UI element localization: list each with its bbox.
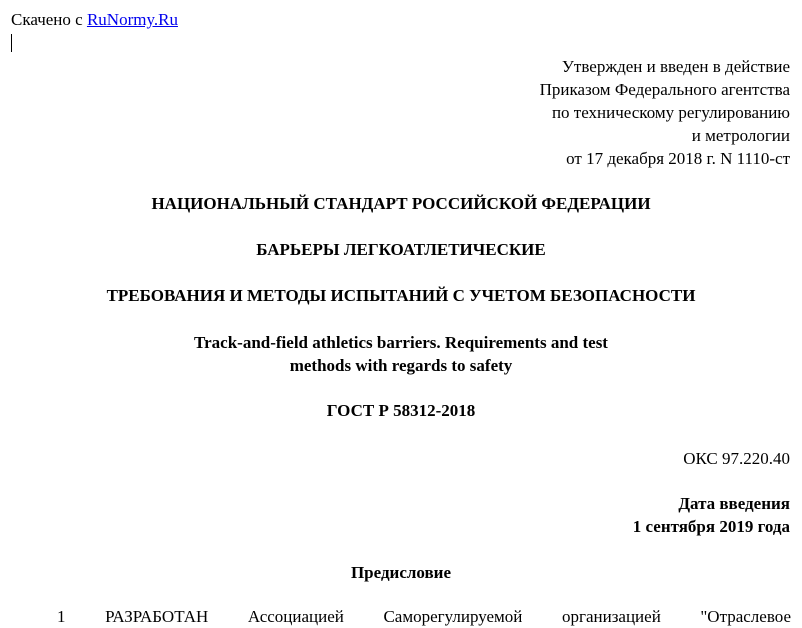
english-title-line: methods with regards to safety [289, 356, 513, 375]
preface-item-1: 1 РАЗРАБОТАН Ассоциацией Саморегулируемой организацией "Отраслевое [57, 607, 791, 626]
gost-number: ГОСТ Р 58312-2018 [326, 401, 476, 420]
approval-line: от 17 декабря 2018 г. N 1110-ст [566, 149, 790, 168]
oks-code: ОКС 97.220.40 [683, 449, 790, 468]
approval-line: по техническому регулированию [551, 103, 790, 122]
standard-subject-heading: БАРЬЕРЫ ЛЕГКОАТЛЕТИЧЕСКИЕ [256, 240, 546, 259]
text-cursor [11, 34, 12, 52]
introduction-date-value: 1 сентября 2019 года [632, 517, 790, 536]
english-title-line: Track-and-field athletics barriers. Requirements and test [194, 333, 608, 352]
introduction-date-label: Дата введения [678, 494, 790, 513]
runormy-link[interactable]: RuNormy.Ru [86, 10, 178, 29]
approval-block [540, 55, 790, 170]
download-source-line [11, 8, 178, 31]
download-prefix: Скачено с [11, 10, 87, 29]
approval-line: Приказом Федерального агентства [539, 80, 790, 99]
english-title [0, 331, 802, 377]
preface-title: Предисловие [350, 563, 452, 582]
introduction-date-block [633, 492, 790, 538]
standard-type-heading: НАЦИОНАЛЬНЫЙ СТАНДАРТ РОССИЙСКОЙ ФЕДЕРАЦИИ [151, 194, 651, 213]
approval-line: Утвержден и введен в действие [561, 57, 790, 76]
approval-line: и метрологии [691, 126, 790, 145]
standard-requirements-heading: ТРЕБОВАНИЯ И МЕТОДЫ ИСПЫТАНИЙ С УЧЕТОМ БЕЗОПАСНОСТИ [106, 286, 696, 305]
